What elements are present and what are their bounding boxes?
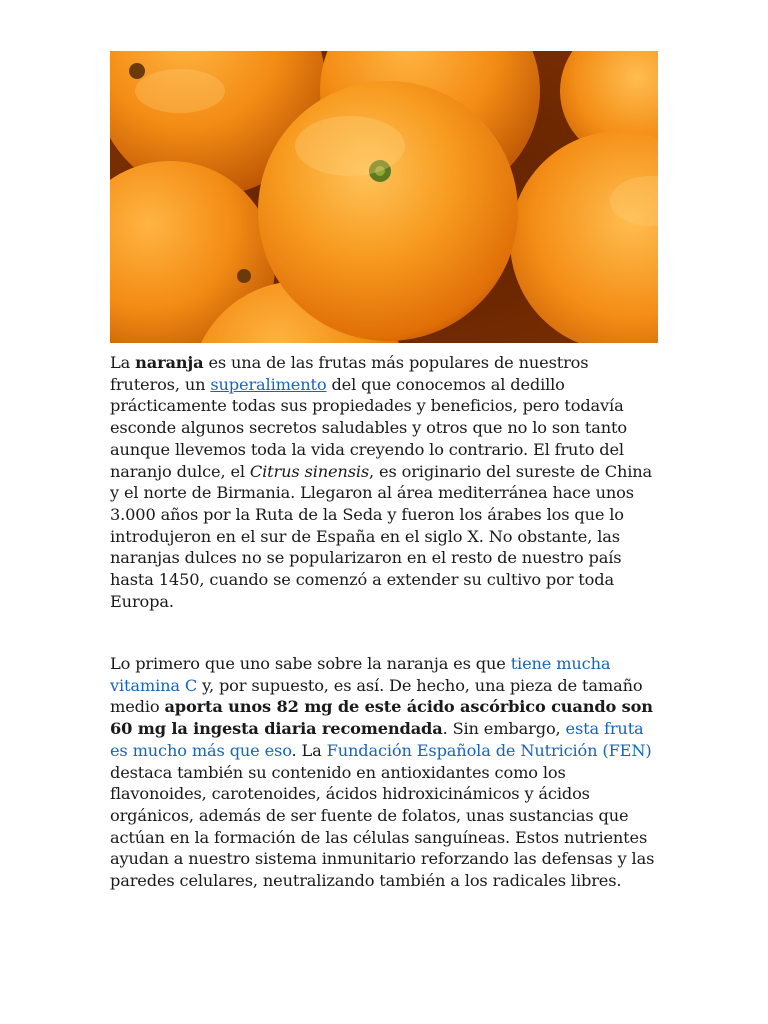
text-span: . La [291,740,327,760]
oranges-illustration [110,51,658,343]
text-span: destaca también su contenido en antioxidantes como los flavonoides, carotenoides, ácidos hidroxicinámicos y ácidos orgánicos, además de ser fuente de folatos, unas sustancias que actúan en la formación de las células sanguíneas. Estos nutrientes ayudan a nuestro sistema inmunitario reforzando las defensas y las paredes celulares, neutralizando también a los radicales libres. [110,762,655,891]
text-span: del que conocemos al dedillo prácticamente todas sus propiedades y beneficios, pero todavía esconde algunos secretos saludables y otros que no lo son tanto aunque llevemos toda la vida creyendo lo contrario. El fruto del naranjo dulce, el [110,374,627,481]
orange-stem-left [237,269,251,283]
bold-text: aporta unos 82 mg de este ácido ascórbico cuando son 60 mg la ingesta diaria recomendada [110,697,653,739]
oranges-photo [110,51,658,343]
bold-text: naranja [135,353,204,372]
fen-link[interactable]: Fundación Española de Nutrición (FEN) [326,740,652,760]
orange-highlight-2 [135,69,225,113]
paragraph-intro [110,352,660,612]
text-span: Lo primero que uno sabe sobre la naranja es que [110,654,511,673]
italic-text: Citrus sinensis [249,461,370,481]
text-span: . Sin embargo, [442,719,566,739]
superalimento-link[interactable]: superalimento [210,374,327,394]
text-span: La [110,353,136,372]
vitamina-c-link[interactable]: tiene mucha vitamina C [110,654,611,695]
text-span: es una de las frutas más populares de nuestros fruteros, un [110,353,589,394]
mas-que-eso-link[interactable]: esta fruta es mucho más que eso [110,719,644,760]
text-span: y, por supuesto, es así. De hecho, una pieza de tamaño medio [110,675,643,717]
orange-center [258,81,518,341]
orange-highlight [295,116,405,176]
paragraph-vitamin-c [110,653,660,892]
text-span: , es originario del sureste de China y el norte de Birmania. Llegaron al área mediterránea hace unos 3.000 años por la Ruta de la Seda y fueron los árabes los que lo introdujeron en el sur de España en el siglo X. No obstante, las naranjas dulces no se popularizaron en el resto de nuestro país hasta 1450, cuando se comenzó a extender su cultivo por toda Europa. [110,461,653,611]
orange-stem-top-left [129,63,145,79]
